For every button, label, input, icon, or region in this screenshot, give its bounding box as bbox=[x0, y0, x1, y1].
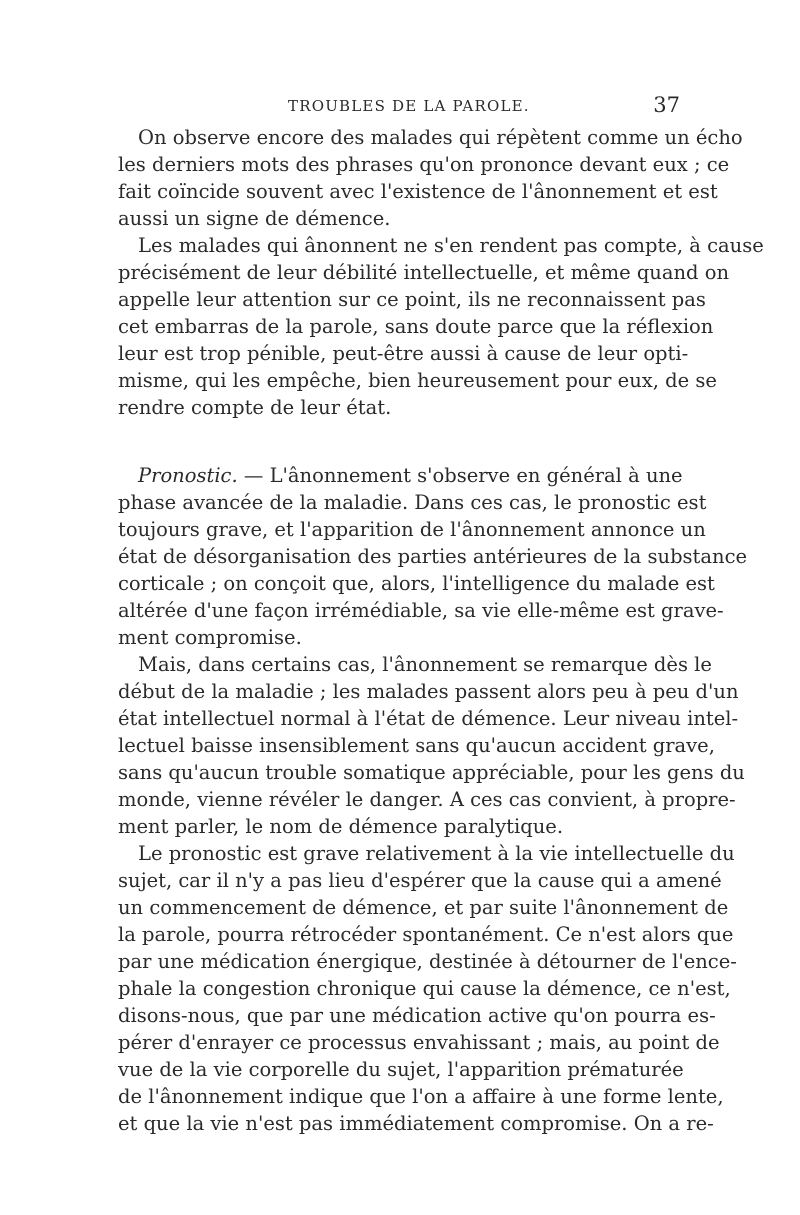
text-line: Mais, dans certains cas, l'ânonnement se remarque dès le bbox=[138, 653, 712, 676]
text-line: sans qu'aucun trouble somatique appréciable, pour les gens du bbox=[118, 761, 745, 784]
text-line: précisément de leur débilité intellectuelle, et même quand on bbox=[118, 261, 730, 284]
section-heading: Pronostic. bbox=[138, 464, 238, 487]
text-line: phase avancée de la maladie. Dans ces cas, le pronostic est bbox=[118, 491, 707, 514]
paragraph bbox=[118, 124, 743, 232]
text-line: phale la congestion chronique qui cause la démence, ce n'est, bbox=[118, 977, 731, 1000]
body-text bbox=[118, 124, 764, 1137]
text-line: leur est trop pénible, peut-être aussi à cause de leur opti- bbox=[118, 342, 689, 365]
text-fragment: — L'ânonnement s'observe en général à une bbox=[237, 464, 683, 487]
text-line: lectuel baisse insensiblement sans qu'aucun accident grave, bbox=[118, 734, 715, 757]
text-line: On observe encore des malades qui répètent comme un écho bbox=[138, 126, 743, 149]
text-line: corticale ; on conçoit que, alors, l'intelligence du malade est bbox=[118, 572, 715, 595]
text-line: état intellectuel normal à l'état de démence. Leur niveau intel- bbox=[118, 707, 739, 730]
paragraph bbox=[118, 462, 748, 651]
text-line: un commencement de démence, et par suite l'ânonnement de bbox=[118, 896, 729, 919]
text-line: toujours grave, et l'apparition de l'ânonnement annonce un bbox=[118, 518, 706, 541]
page-number: 37 bbox=[653, 93, 680, 117]
running-head bbox=[118, 93, 680, 123]
text-line: par une médication énergique, destinée à détourner de l'ence- bbox=[118, 950, 737, 973]
text-line: disons-nous, que par une médication active qu'on pourra es- bbox=[118, 1004, 716, 1027]
text-line: de l'ânonnement indique que l'on a affaire à une forme lente, bbox=[118, 1085, 724, 1108]
text-line: Les malades qui ânonnent ne s'en rendent pas compte, à cause bbox=[138, 234, 764, 257]
text-line: Le pronostic est grave relativement à la vie intellectuelle du bbox=[138, 842, 735, 865]
text-line: état de désorganisation des parties antérieures de la substance bbox=[118, 545, 748, 568]
text-line: ment parler, le nom de démence paralytique. bbox=[118, 815, 564, 838]
text-line: rendre compte de leur état. bbox=[118, 396, 392, 419]
text-line: sujet, car il n'y a pas lieu d'espérer que la cause qui a amené bbox=[118, 869, 722, 892]
text-line: appelle leur attention sur ce point, ils ne reconnaissent pas bbox=[118, 288, 706, 311]
text-line: monde, vienne révéler le danger. A ces cas convient, à propre- bbox=[118, 788, 736, 811]
text-line: cet embarras de la parole, sans doute parce que la réflexion bbox=[118, 315, 714, 338]
text-line: et que la vie n'est pas immédiatement compromise. On a re- bbox=[118, 1112, 714, 1135]
text-line: pérer d'enrayer ce processus envahissant ; mais, au point de bbox=[118, 1031, 720, 1054]
text-line: fait coïncide souvent avec l'existence de l'ânonnement et est bbox=[118, 180, 718, 203]
text-line: misme, qui les empêche, bien heureusement pour eux, de se bbox=[118, 369, 717, 392]
text-line: début de la maladie ; les malades passent alors peu à peu d'un bbox=[118, 680, 739, 703]
text-line: les derniers mots des phrases qu'on prononce devant eux ; ce bbox=[118, 153, 730, 176]
text-line: vue de la vie corporelle du sujet, l'apparition prématurée bbox=[118, 1058, 684, 1081]
paragraph bbox=[118, 651, 745, 840]
running-title: TROUBLES DE LA PAROLE. bbox=[288, 97, 530, 115]
text-line: altérée d'une façon irrémédiable, sa vie elle-même est grave- bbox=[118, 599, 724, 622]
text-line: la parole, pourra rétrocéder spontanément. Ce n'est alors que bbox=[118, 923, 734, 946]
text-line: ment compromise. bbox=[118, 626, 302, 649]
text-line bbox=[118, 462, 683, 489]
paragraph bbox=[118, 840, 737, 1137]
section-gap bbox=[118, 421, 680, 462]
text-line: aussi un signe de démence. bbox=[118, 207, 391, 230]
paragraph bbox=[118, 232, 764, 421]
